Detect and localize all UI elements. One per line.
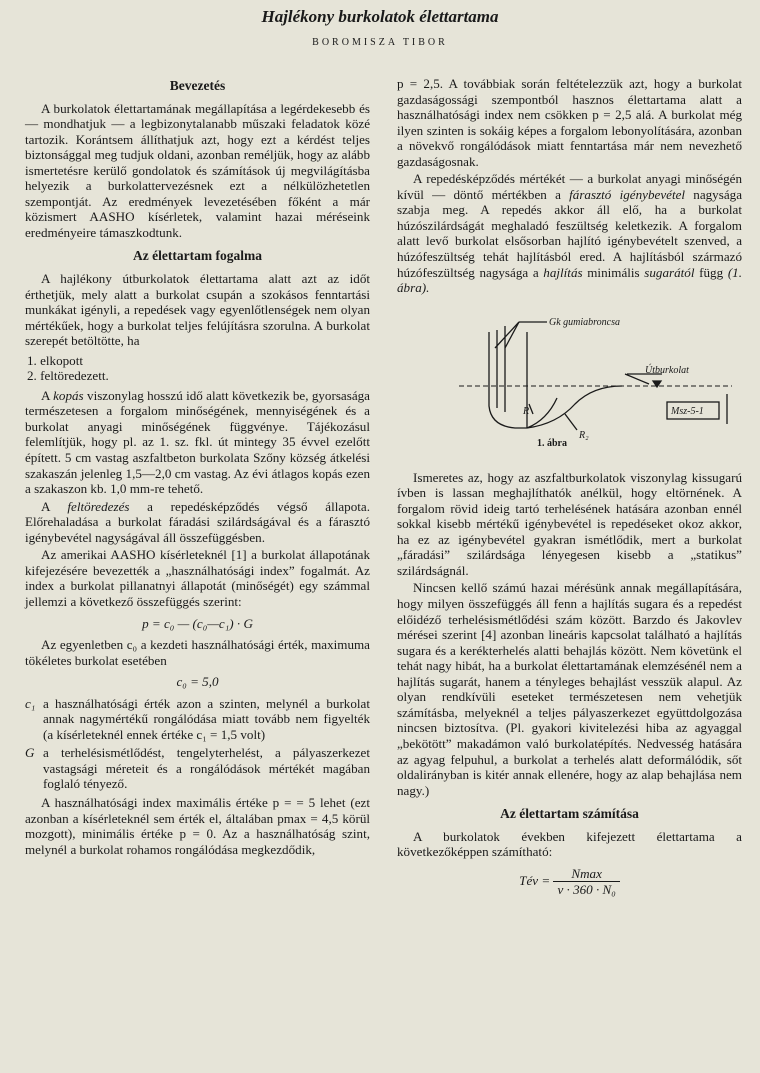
- figure-reference: (1. ábra).: [397, 264, 742, 296]
- paragraph-cracking: [397, 171, 742, 295]
- paragraph-introduction: A burkolatok élettartamának megállapítása a legérdekesebb és — mondhatjuk — a legbizonytalanabb műszaki feladatok közé tartozik. Korántsem állíthatjuk azt, hogy ezt a kérdést teljes biztonsággal meg tudjuk oldani, azonban reméljük, hogy az alább ismertetésre kerülő gondolatok és számítások új megvilágításba helyezik a burkolattervezésnek ezt a nélkülözhetetlen szempontját. Az eredmények levezetésében főként a már közismert AASHO kísérletek, valamint hazai méréseink eredményeire támaszkodtunk.: [25, 100, 370, 240]
- figure-caption: 1. ábra: [537, 437, 567, 449]
- term-fatigue-load: fárasztó igénybevétel: [569, 186, 686, 202]
- label-radius-r2: R₂: [579, 429, 589, 441]
- heading-lifetime-calculation: Az élettartam számítása: [500, 806, 639, 822]
- paragraph-wear: [25, 388, 370, 497]
- label-road-surface: Útburkolat: [645, 364, 689, 376]
- heading-lifetime-concept: Az élettartam fogalma: [133, 248, 262, 264]
- list-item: 2. feltöredezett.: [27, 368, 109, 384]
- right-column: [397, 76, 742, 904]
- paragraph-continuation: p = 2,5. A továbbiak során feltételezzük azt, hogy a burkolat gazdaságossági szempontból hasznos élettartama alatt a használhatósági index nem csökken p = 2,5 alá. A burkolat még ilyen szinten is sokáig képes a forgalom lebonyolítására, azonban a növekvő rongálódások miatt fenntartása már nem nevezhető gazdaságosnak.: [397, 76, 742, 169]
- paragraph-asphalt: Ismeretes az, hogy az aszfaltburkolatok viszonylag kissugarú ívben is lassan meghajlíthatók anélkül, hogy eltörnének. A forgalom rövid ideig tartó terhelésének hatására azonban ennél sokkal kisebb mértékű igénybevétel is repedéseket okoz akkor, ha ez az igénybevétel gyakran ismétlődik, mert a burkolat „fáradási” szilárdsága lényegesen kisebb a „statikus” szilárdságnál.: [397, 469, 742, 578]
- text-fragment: a repedésképződés végső állapota. Előrehaladása a burkolat fáradási szilárdságával és a fárasztó igénybevétel nagyságával áll összefüggésben.: [25, 498, 370, 545]
- text-fragment: A: [41, 498, 50, 514]
- formula-fraction: [553, 866, 619, 898]
- text-fragment: függ: [699, 264, 724, 280]
- formula-denominator: ν · 360 · N₀: [557, 882, 616, 898]
- definition-g: [25, 745, 370, 792]
- author-name: BOROMISZA TIBOR: [312, 37, 448, 48]
- formula-c0: c₀ = 5,0: [176, 674, 219, 690]
- label-tire: Gk gumiabroncsa: [549, 316, 621, 328]
- failure-list: [25, 353, 370, 384]
- term-wear: kopás: [53, 387, 84, 403]
- text-fragment: nagysága szabja meg. A repedés akkor áll elő, ha a burkolat húzószilárdságát meghaladó feszültség keletkezik. A forgalom alatt levő burkolat elsősorban hajlító igénybevételt szenved, a húzófeszültség tehát hajlításból ered. A hajlításból származó húzófeszültség nagysága a: [397, 186, 742, 280]
- text-fragment: minimális: [587, 264, 640, 280]
- left-column: [25, 74, 370, 859]
- symbol-c1: c₁: [25, 695, 36, 711]
- text-fragment: A: [41, 387, 50, 403]
- paragraph-max-index: A használhatósági index maximális értéke p = = 5 lehet (ezt azonban a kísérleteknél sem érték el, általában pmax = 4,5 körül mozgott), minimális értéke p = 0. Az a használhatóság szint, melynél a burkolat rohamos rongálódása megkezdődik,: [25, 794, 370, 857]
- label-radius-r: R: [523, 405, 530, 417]
- paragraph-aasho: Az amerikai AASHO kísérleteknél [1] a burkolat állapotának kifejezésére bevezették a „használhatósági index” fogalmát. Az index a burkolat pillanatnyi állapotát (minőségét) egy számmal jellemzi a következő összefüggés szerint:: [25, 547, 370, 609]
- heading-introduction: Bevezetés: [169, 78, 226, 93]
- paragraph-c0: Az egyenletben c₀ a kezdeti használhatósági érték, maximuma tökéletes burkolat esetében: [25, 637, 370, 668]
- formula-numerator: Nmax: [553, 866, 619, 883]
- text-fragment: A repedésképződés mértékét — a burkolat anyagi minőségén kívül — döntő mértékben a: [397, 171, 742, 202]
- figure-1: [397, 302, 742, 462]
- text-fragment: viszonylag hosszú idő alatt következik be, gyorsasága természetesen a forgalom minőségének, mennyiségének és a burkolat anyagi minőségének függvénye. Tájékozásul felemlítjük, hogy pl. az 1. sz. fkl. út mintegy 35 évvel ezelőtt épített. 5 cm vastag aszfaltbeton burkolata Szőny község átkelési szakaszán jelenleg 1,5—2,0 cm vastag. Az évi átlagos kopás ezen a szakaszon kb. 1,0 mm-re tehető.: [25, 387, 370, 497]
- formula-serviceability: p = c₀ — (c₀—c₁) · G: [142, 615, 253, 631]
- article-title: Hajlékony burkolatok élettartama: [261, 7, 499, 26]
- list-item: 1. elkopott: [27, 352, 84, 368]
- label-figure-code: Msz-5-1: [671, 405, 704, 417]
- paragraph-fracture: [25, 499, 370, 546]
- term-radius: sugarától: [644, 264, 695, 280]
- formula-lhs: Tév =: [519, 872, 551, 888]
- term-bending: hajlítás: [543, 264, 583, 280]
- paragraph-calculation: A burkolatok években kifejezett élettartama a következőképpen számítható:: [397, 828, 742, 860]
- definition-c1: [25, 696, 370, 743]
- definition-text: a terhelésismétlődést, tengelyterhelést, a pályaszerkezet vastagsági méreteit és a rongálódások mértékét magában foglaló tényező.: [43, 745, 370, 792]
- term-fracture: feltöredezés: [67, 498, 130, 514]
- definition-text: a használhatósági érték azon a szinten, melynél a burkolat annak nagymértékű rongálódása miatt tovább nem figyelték (a kísérleteknél ennek értéke c₁ = 1,5 volt): [43, 695, 370, 742]
- paragraph-measurements: Nincsen kellő számú hazai mérésünk annak megállapítására, hogy milyen összefüggés áll fenn a hajlítás sugara és a repedést előidéző terhelésismétlődési szám között. Barzdo és Jakovlev mérései szerint [4] azonban lineáris kapcsolat található a hajlítás sugara és a kerékterhelés alatti behajlás között. Nem követünk el tehát nagy hibát, ha a burkolat élettartamának elemzésénél nem a hajlítás sugarát, hanem a tényleges behajlást vesszük alapul. Az olyan rendkívüli eseteket természetesen nem vehetjük számításba, melyeknél a teljes pályaszerkezet együttdolgozása nincsen biztosítva. (Pl. gyakori kivitelezési hiba az agyaggal „bekötött” makadámon való burkolatépítés. Nedvesség hatására az agyag felpuhul, a burkolat a terhelés alatt deformálódik, sőt oldalirányban is kitér annak ellenére, hogy az alap behajlása nem nagy.): [397, 580, 742, 798]
- paragraph-lifetime-concept: A hajlékony útburkolatok élettartama alatt azt az időt érthetjük, mely alatt a burkolat csupán a szokásos fenntartási munkákat igényli, a repedések vagy egyenlőtlenségek nem olyan mértékűek, hogy a burkolat teljes felújításra szorulna. A burkolat szerepét betöltötte, ha: [25, 271, 370, 349]
- formula-lifetime: [397, 866, 742, 898]
- symbol-g: G: [25, 745, 35, 761]
